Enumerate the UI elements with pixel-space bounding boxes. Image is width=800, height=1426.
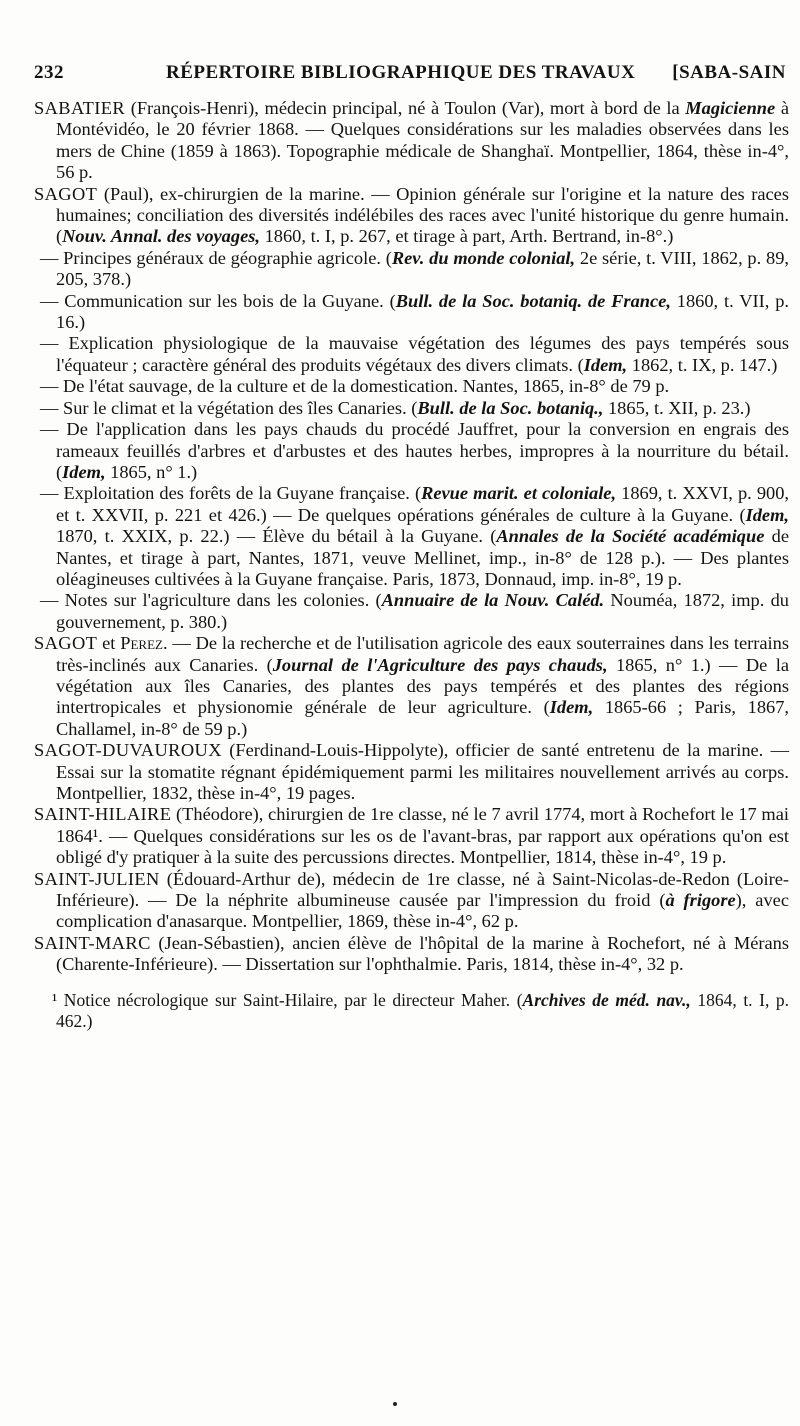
entry-text: 1870, t. XXIX, p. 22.) — Élève du bétail à la Guyane. ( xyxy=(56,526,497,547)
publication-title: à frigore xyxy=(665,890,736,911)
publication-title: Nouv. Annal. des voyages, xyxy=(62,226,260,247)
entry-text: — Explication physiologique de la mauvaise végétation des légumes des pays tempérés sous l'équateur ; caractère général des produits végétaux des divers climats. ( xyxy=(40,333,789,375)
author-entry xyxy=(34,933,789,976)
sub-entry xyxy=(34,398,789,419)
entry-text: (Ferdinand-Louis-Hippolyte), officier de santé entretenu de la marine. — Essai sur la stomatite régnant épidémiquement parmi les militaires nouvellement arrivés au corps. Montpellier, 1832, thèse in-4°, 19 pages. xyxy=(56,740,789,803)
entry-text: — De l'état sauvage, de la culture et de la domestication. Nantes, 1865, in-8° de 79 p. xyxy=(40,376,670,397)
publication-title: Annuaire de la Nouv. Caléd. xyxy=(381,590,605,611)
sub-entry xyxy=(34,419,789,483)
entry-author: SAGOT xyxy=(34,633,98,654)
running-header xyxy=(34,62,786,92)
author-entry xyxy=(34,869,789,933)
entry-text: Nouméa, 1872, imp. du gouvernement, p. 380.) xyxy=(56,590,789,632)
publication-title: Idem, xyxy=(583,354,628,375)
entry-text: — Sur le climat et la végétation des îles Canaries. ( xyxy=(40,397,418,418)
publication-title: Revue marit. et coloniale, xyxy=(421,483,617,504)
entry-text: (François-Henri), médecin principal, né à Toulon (Var), mort à bord de la xyxy=(125,98,686,118)
entry-author: SAINT-JULIEN xyxy=(34,868,160,889)
entry-text: — Principes généraux de géographie agricole. ( xyxy=(40,247,392,268)
entry-text: 1865, n° 1.) xyxy=(105,461,198,482)
entry-text: ¹ Notice nécrologique sur Saint-Hilaire, par le directeur Maher. ( xyxy=(52,989,523,1010)
publication-title: Magicienne xyxy=(685,98,776,118)
entry-text: — Notes sur l'agriculture dans les colonies. ( xyxy=(40,590,382,611)
entry-author: SAGOT xyxy=(34,183,98,204)
entry-text: à Montévidéo, le 20 février 1868. — Quelques considérations sur les maladies observées dans les mers de Chine (1859 à 1863). Topographie médicale de Shanghaï. Montpellier, 1864, thèse in-4°, 56 p. xyxy=(56,98,789,183)
author-entry xyxy=(34,633,789,740)
publication-title: Bull. de la Soc. botaniq. de France, xyxy=(395,290,671,311)
sub-entry xyxy=(34,483,789,590)
entry-text: 1869, t. XXVI, p. 900, et t. XXVII, p. 221 et 426.) — De quelques opérations générales de culture à la Guyane. ( xyxy=(56,483,790,525)
publication-title: Rev. du monde colonial, xyxy=(391,247,576,268)
entry-text: (Jean-Sébastien), ancien élève de l'hôpital de la marine à Rochefort, né à Mérans (Charente-Inférieure). — Dissertation sur l'ophthalmie. Paris, 1814, thèse in-4°, 32 p. xyxy=(56,932,789,975)
entry-text: (Paul), ex-chirurgien de la marine. — Opinion générale sur l'origine et la nature des races humaines; conciliation des diversités indélébiles des races avec l'unité historique du genre humain. ( xyxy=(56,183,789,247)
entry-text: 1865, n° 1.) — De la végétation aux îles Canaries, des plantes des pays tempérés et des plantes des régions intertropicales et physionomie générale de leur agriculture. ( xyxy=(56,654,789,718)
footnote xyxy=(34,990,789,1032)
author-entry xyxy=(34,740,789,804)
entry-text: 1865-66 ; Paris, 1867, Challamel, in-8° de 59 p.) xyxy=(56,697,789,739)
entry-text: — De l'application dans les pays chauds du procédé Jauffret, pour la conversion en engrais des rameaux feuillés d'arbres et d'arbustes et des hautes herbes, impropres à la nourriture du bétail. ( xyxy=(40,419,789,482)
author-entry xyxy=(34,184,789,248)
entry-text: . — De la recherche et de l'utilisation agricole des eaux souterraines dans les terrains très-inclinés aux Canaries. ( xyxy=(56,633,789,675)
entry-text: — Exploitation des forêts de la Guyane française. ( xyxy=(40,483,422,504)
publication-title: Idem, xyxy=(549,697,594,718)
publication-title: Journal de l'Agriculture des pays chauds, xyxy=(272,654,608,675)
print-speck xyxy=(393,1402,397,1406)
entry-author: SABATIER xyxy=(34,98,126,118)
entry-text: 1864, t. I, p. 462.) xyxy=(56,989,790,1031)
sub-entry xyxy=(34,590,789,633)
bibliography-entries xyxy=(34,98,789,1032)
sub-entry xyxy=(34,248,789,291)
coauthor-name: Perez xyxy=(120,633,163,654)
running-title: RÉPERTOIRE BIBLIOGRAPHIQUE DES TRAVAUX xyxy=(166,62,636,83)
entry-text: 1860, t. I, p. 267, et tirage à part, Arth. Bertrand, in-8°.) xyxy=(260,226,674,247)
entry-author: SAINT-HILAIRE xyxy=(34,804,172,825)
entry-text: 1865, t. XII, p. 23.) xyxy=(603,397,751,418)
author-entry xyxy=(34,804,789,868)
publication-title: Idem, xyxy=(745,504,789,525)
entry-text: (Édouard-Arthur de), médecin de 1re classe, né à Saint-Nicolas-de-Redon (Loire-Inférieure). — De la néphrite albumineuse causée par l'impression du froid ( xyxy=(56,868,789,911)
sub-entry xyxy=(34,291,789,334)
entry-text: 2e série, t. VIII, 1862, p. 89, 205, 378.) xyxy=(56,247,789,290)
entry-text: ), avec complication d'anasarque. Montpellier, 1869, thèse in-4°, 62 p. xyxy=(56,890,789,932)
entry-range: [SABA-SAIN xyxy=(672,62,786,83)
sub-entry xyxy=(34,376,789,397)
sub-entry xyxy=(34,333,789,376)
entry-author: SAGOT-DUVAUROUX xyxy=(34,740,222,761)
entry-text: 1862, t. IX, p. 147.) xyxy=(627,354,778,375)
entry-text: et xyxy=(97,633,121,654)
author-entry xyxy=(34,98,789,184)
entry-text: 1860, t. VII, p. 16.) xyxy=(56,290,789,333)
publication-title: Archives de méd. nav., xyxy=(522,989,691,1010)
entry-author: SAINT-MARC xyxy=(34,932,151,953)
entry-text: de Nantes, et tirage à part, Nantes, 1871, veuve Mellinet, imp., in-8° de 128 p.). — Des plantes oléagineuses cultivées à la Guyane française. Paris, 1873, Donnaud, imp. in-8°, 19 p. xyxy=(56,526,789,589)
page-number: 232 xyxy=(34,62,64,83)
publication-title: Annales de la Société académique xyxy=(496,526,765,547)
entry-text: (Théodore), chirurgien de 1re classe, né le 7 avril 1774, mort à Rochefort le 17 mai 1864¹. — Quelques considérations sur les os de l'avant-bras, par rapport aux opérations qu'on est obligé d'y pratiquer à la suite des percussions directes. Montpellier, 1814, thèse in-4°, 19 p. xyxy=(56,804,789,868)
publication-title: Bull. de la Soc. botaniq., xyxy=(417,397,604,418)
publication-title: Idem, xyxy=(62,461,106,482)
entry-text: — Communication sur les bois de la Guyane. ( xyxy=(40,290,396,311)
